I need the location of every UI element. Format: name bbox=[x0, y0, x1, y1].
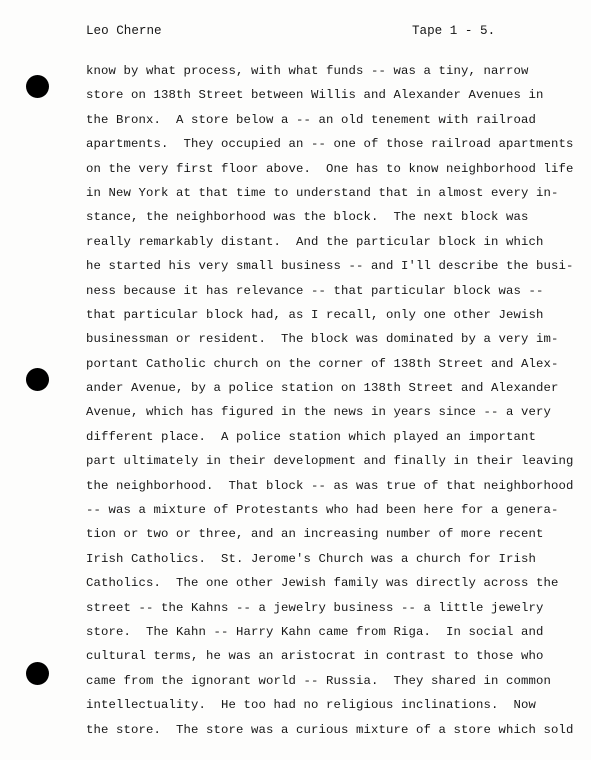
text-line: apartments. They occupied an -- one of those railroad apartments bbox=[86, 137, 574, 152]
text-line: intellectuality. He too had no religious inclinations. Now bbox=[86, 698, 536, 713]
text-line: Catholics. The one other Jewish family was directly across the bbox=[86, 576, 559, 591]
text-line: in New York at that time to understand that in almost every in- bbox=[86, 185, 559, 200]
text-line: different place. A police station which played an important bbox=[86, 429, 536, 444]
text-line: he started his very small business -- and I'll describe the busi- bbox=[86, 259, 574, 274]
text-line: cultural terms, he was an aristocrat in contrast to those who bbox=[86, 649, 544, 664]
punch-hole-bottom bbox=[26, 662, 49, 685]
text-line: businessman or resident. The block was dominated by a very im- bbox=[86, 332, 559, 347]
punch-hole-middle bbox=[26, 368, 49, 391]
text-line: that particular block had, as I recall, only one other Jewish bbox=[86, 307, 544, 322]
header-tape-number: Tape 1 - 5. bbox=[412, 24, 496, 38]
text-line: tion or two or three, and an increasing number of more recent bbox=[86, 527, 544, 542]
text-line: street -- the Kahns -- a jewelry business -- a little jewelry bbox=[86, 600, 544, 615]
text-line: the neighborhood. That block -- as was true of that neighborhood bbox=[86, 478, 574, 493]
header-name: Leo Cherne bbox=[86, 24, 162, 38]
text-line: stance, the neighborhood was the block. The next block was bbox=[86, 210, 529, 225]
text-line: on the very first floor above. One has to know neighborhood life bbox=[86, 161, 574, 176]
text-line: store. The Kahn -- Harry Kahn came from Riga. In social and bbox=[86, 624, 544, 639]
text-line: -- was a mixture of Protestants who had been here for a genera- bbox=[86, 503, 559, 518]
text-line: came from the ignorant world -- Russia. They shared in common bbox=[86, 673, 551, 688]
text-line: Avenue, which has figured in the news in years since -- a very bbox=[86, 405, 551, 420]
text-line: portant Catholic church on the corner of 138th Street and Alex- bbox=[86, 356, 559, 371]
text-line: part ultimately in their development and finally in their leaving bbox=[86, 454, 574, 469]
text-line: ander Avenue, by a police station on 138th Street and Alexander bbox=[86, 381, 559, 396]
text-line: know by what process, with what funds -- was a tiny, narrow bbox=[86, 64, 529, 78]
punch-hole-top bbox=[26, 75, 49, 98]
text-line: Irish Catholics. St. Jerome's Church was a church for Irish bbox=[86, 551, 536, 566]
text-line: store on 138th Street between Willis and Alexander Avenues in bbox=[86, 88, 544, 103]
text-line: the Bronx. A store below a -- an old tenement with railroad bbox=[86, 112, 536, 127]
text-line: really remarkably distant. And the particular block in which bbox=[86, 234, 544, 249]
text-line: the store. The store was a curious mixture of a store which sold bbox=[86, 722, 574, 737]
transcript-body bbox=[86, 59, 586, 742]
text-line: ness because it has relevance -- that particular block was -- bbox=[86, 283, 544, 298]
